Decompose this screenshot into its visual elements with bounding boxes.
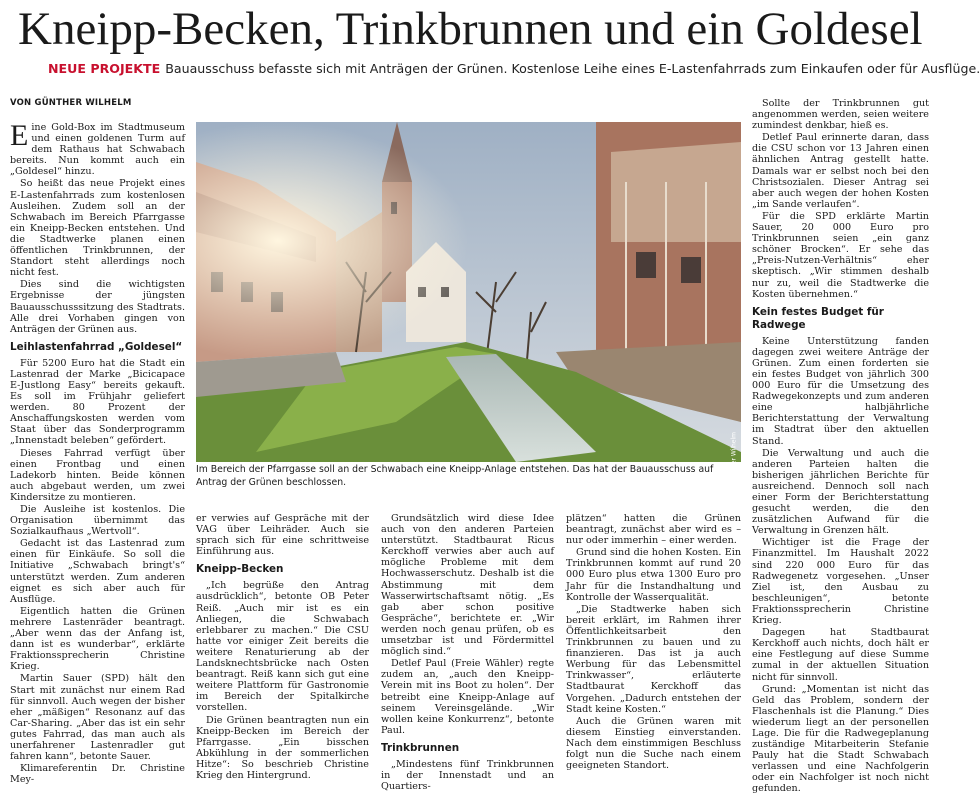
paragraph: Klimareferentin Dr. Christine Mey- <box>10 763 185 786</box>
drop-cap: E <box>10 119 29 152</box>
subheading-trinkbrunnen: Trinkbrunnen <box>381 741 460 754</box>
paragraph: Grund: „Momentan ist nicht das Geld das Problem, sondern der Flaschenhals ist die Planung.“ Dies wiederum liegt an der personellen Lage. Die für die Radwegeplanung zuständige Mitarbeiterin Stefanie Pauly hat die Stadt Schwabach verlassen und eine Nachfolgerin oder ein Nachfolger ist noch nicht gefunden. <box>752 683 929 795</box>
paragraph: Eigentlich hatten die Grünen mehrere Lastenräder beantragt. „Aber wenn das der Anfang ist, dann ist es wunderbar“, erklärte Fraktionssprecherin Christine Krieg. <box>10 605 185 673</box>
kicker: NEUE PROJEKTE <box>48 61 161 76</box>
paragraph: Die Grünen beantragten nun ein Kneipp-Becken im Bereich der Pfarrgasse. „Ein bisschen Abkühlung in der sommerlichen Hitze“: So beschrieb Christine Krieg den Hintergrund. <box>196 714 369 781</box>
column-1 <box>10 119 185 786</box>
paragraph: Die Ausleihe ist kostenlos. Die Organisation übernimmt das Sozialkaufhaus „Wertvoll“. <box>10 504 185 538</box>
paragraph: Auch die Grünen waren mit diesem Einstieg einverstanden. Nach dem einstimmigen Beschluss folgt nun die Suche nach einem geeigneten Standort. <box>566 715 741 772</box>
paragraph: er verwies auf Gespräche mit der VAG über Leihräder. Auch sie sprach sich für eine schrittweise Einführung aus. <box>196 513 369 558</box>
paragraph: Gedacht ist das Lastenrad zum einen für Einkäufe. So soll die Initiative „Schwabach bringt's“ unterstützt werden. Zum anderen eignet es sich aber auch für Ausflüge. <box>10 538 185 605</box>
paragraph: „Die Stadtwerke haben sich bereit erklärt, im Rahmen ihrer Öffentlichkeitsarbeit den Trinkbrunnen zu bauen und zu finanzieren. Das ist ja auch Werbung für das Lebensmittel Trinkwasser“, erläuterte Stadtbaurat Kerckhoff das Vorgehen. „Dadurch entstehen der Stadt keine Kosten.“ <box>566 603 741 715</box>
teaser <box>48 60 980 77</box>
paragraph: „Mindestens fünf Trinkbrunnen in der Innenstadt und an Quartiers- <box>381 758 554 793</box>
paragraph: Keine Unterstützung fanden dagegen zwei weitere Anträge der Grünen. Zum einen forderten sie ein festes Budget von jährlich 300 000 Euro für die Umsetzung des Radwegekonzepts und zum anderen eine halbjährliche Berichterstattung der Verwaltung im Stadtrat über den aktuellen Stand. <box>752 335 929 447</box>
paragraph: Für die SPD erklärte Martin Sauer, 20 000 Euro pro Trinkbrunnen seien „ein ganz schöner Brocken“. Er sehe das „Preis-Nutzen-Verhältnis“ eher skeptisch. „Wir stimmen deshalb nur zu, weil die Stadtwerke die Kosten übernehmen.“ <box>752 210 929 300</box>
column-2 <box>196 513 369 782</box>
paragraph: Grund sind die hohen Kosten. Ein Trinkbrunnen kommt auf rund 20 000 Euro plus etwa 1300 Euro pro Jahr für die Instandhaltung und Kontrolle der Wasserqualität. <box>566 547 741 603</box>
paragraph: Wichtiger ist die Frage der Finanzmittel. Im Haushalt 2022 sind 220 000 Euro für das Radwegenetz vorgesehen. „Unser Ziel ist, den Ausbau zu beschleunigen“, betonte Fraktionssprecherin Christine Krieg. <box>752 537 929 627</box>
paragraph: „Ich begrüße den Antrag ausdrücklich“, betonte OB Peter Reiß. „Auch mir ist es ein Anliegen, die Schwabach erlebbarer zu machen.“ Die CSU hatte vor einiger Zeit bereits die weitere Renaturierung ab der Landsknechtsbrücke nach Osten beantragt. Reiß kann sich gut eine weitere Plattform für Gastronomie im Bereich der Spitalkirche vorstellen. <box>196 580 369 714</box>
paragraph: Die Verwaltung und auch die anderen Parteien halten die bisherigen jährlichen Berichte für ausreichend. Dennoch soll nach einer Form der Berichterstattung gesucht werden, die den zusätzlichen Aufwand für die Verwaltung in Grenzen hält. <box>752 447 929 537</box>
column-4 <box>566 513 741 772</box>
paragraph: Dies sind die wichtigsten Ergebnisse der jüngsten Bauausschusssitzung des Stadtrats. Alle drei Vorhaben gingen von Anträgen der Grünen aus. <box>10 279 185 335</box>
lead-paragraph <box>10 119 185 178</box>
photo-caption: Im Bereich der Pfarrgasse soll an der Schwabach eine Kneipp-Anlage entstehen. Das hat der Bauausschuss auf Antrag der Grünen beschlossen. <box>196 464 714 488</box>
paragraph: plätzen“ hatten die Grünen beantragt, zunächst aber wird es – nur oder immerhin – einer werden. <box>566 513 741 547</box>
paragraph: Sollte der Trinkbrunnen gut angenommen werden, seien weitere zumindest denkbar, hieß es. <box>752 98 929 132</box>
paragraph: Dagegen hat Stadtbaurat Kerckhoff auch nichts, doch hält er eine Festlegung auf diese Summe zumal in der aktuellen Situation nicht für sinnvoll. <box>752 627 929 683</box>
teaser-text: Bauausschuss befasste sich mit Anträgen der Grünen. Kostenlose Leihe eines E-Lastenfahrrads zum Einkaufen oder für Ausflüge. <box>165 61 980 76</box>
subheading-radwege: Kein festes Budget für Radwege <box>752 305 884 331</box>
paragraph: Dieses Fahrrad verfügt über einen Frontbag und einen Ladekorb hinten. Beide können auch abgebaut werden, um zwei Kindersitze zu montieren. <box>10 447 185 503</box>
column-5 <box>752 98 929 796</box>
paragraph-text: ine Gold-Box im Stadtmuseum und einen goldenen Turm auf dem Rathaus hat Schwabach bereits. Nun kommt auch ein „Goldesel“ hinzu. <box>10 122 185 178</box>
paragraph: Detlef Paul erinnerte daran, dass die CSU schon vor 13 Jahren einen ähnlichen Antrag gestellt hatte. Damals war er selbst noch bei den Christsozialen. Dieser Antrag sei aber auch wegen der hohen Kosten „im Sande verlaufen“. <box>752 132 929 210</box>
paragraph: Martin Sauer (SPD) hält den Start mit zunächst nur einem Rad für sinnvoll. Auch wegen der bisher eher „mäßigen“ Resonanz auf das Car-Sharing. „Aber das ist ein sehr gutes Fahrrad, das man auch als unerfahrener Lastenradler gut fahren kann“, betonte Sauer. <box>10 673 185 763</box>
paragraph: Detlef Paul (Freie Wähler) regte zudem an, „auch den Kneipp-Verein mit ins Boot zu holen“. Der betreibt eine Kneipp-Anlage auf seinem Vereinsgelände. „Wir wollen keine Konkurrenz“, betonte Paul. <box>381 658 554 736</box>
byline: VON GÜNTHER WILHELM <box>10 98 132 108</box>
headline: Kneipp-Becken, Trinkbrunnen und ein Goldesel <box>18 3 923 55</box>
paragraph: Grundsätzlich wird diese Idee auch von den anderen Parteien unterstützt. Stadtbaurat Ricus Kerckhoff verwies aber auch auf mögliche Probleme mit dem Hochwasserschutz. Deshalb ist die Abstimmung mit dem Wasserwirtschaftsamt nötig. „Es gab aber schon positive Gespräche“, berichtete er. „Wir werden noch genau prüfen, ob es umsetzbar ist und Fördermittel möglich sind.“ <box>381 513 554 658</box>
photo-credit: Foto: Günther Wilhelm <box>730 432 737 500</box>
column-3 <box>381 513 554 793</box>
subheading-goldesel: Leihlastenfahrrad „Goldesel“ <box>10 340 183 353</box>
photo-illustration <box>196 122 741 462</box>
paragraph: So heißt das neue Projekt eines E-Lastenfahrrads zum kostenlosen Ausleihen. Zudem soll an der Schwabach im Bereich Pfarrgasse ein Kneipp-Becken entstehen. Und die Stadtwerke planen einen öffentlichen Trinkbrunnen, der Standort steht allerdings noch nicht fest. <box>10 178 185 279</box>
paragraph: Für 5200 Euro hat die Stadt ein Lastenrad der Marke „Bicicapace E-Justlong Easy“ bereits gekauft. Es soll im Frühjahr geliefert werden. 80 Prozent der Anschaffungskosten werden vom Staat über das Sonderprogramm „Innenstadt beleben“ gefördert. <box>10 357 185 447</box>
subheading-kneipp: Kneipp-Becken <box>196 563 284 576</box>
